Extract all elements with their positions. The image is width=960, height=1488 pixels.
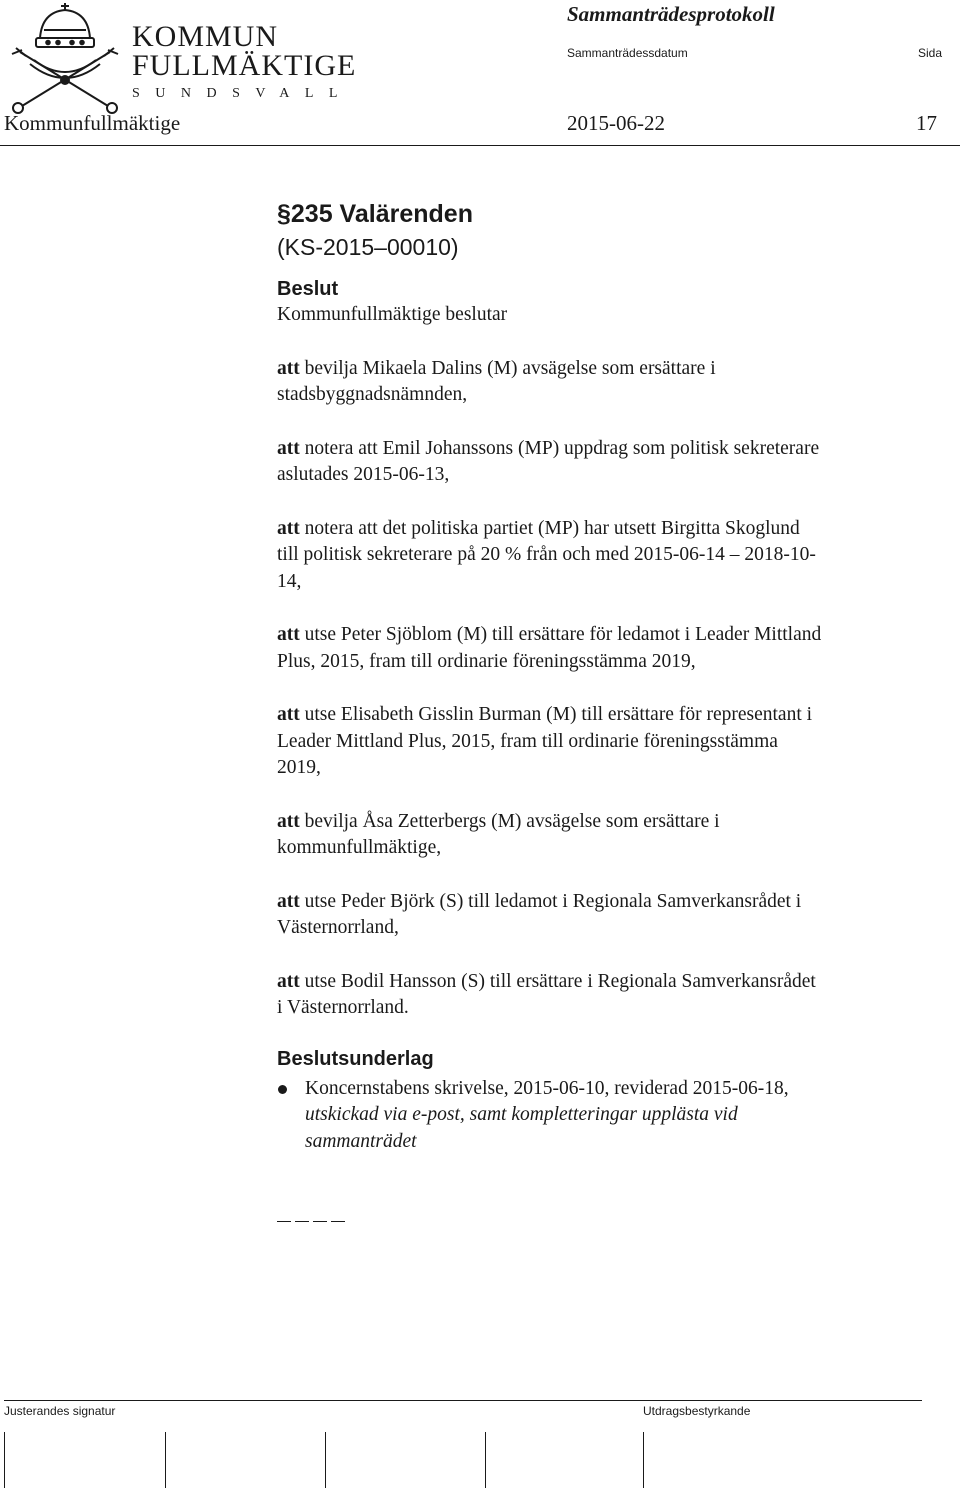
signature-box-divider: [643, 1432, 644, 1488]
beslut-item-text: kommunfullmäktige,: [277, 837, 442, 858]
att-keyword: att: [277, 890, 300, 912]
beslut-item-text: Västernorrland,: [277, 917, 399, 938]
beslut-item-text: utse Peder Björk (S) till ledamot i Regionala Samverkansrådet i: [299, 890, 802, 912]
att-keyword: att: [277, 624, 300, 645]
att-keyword: att: [277, 517, 300, 539]
crown-and-crossed-keys-emblem-icon: [4, 0, 126, 114]
signature-box-divider: [4, 1432, 5, 1488]
dash-mark: [331, 1221, 345, 1222]
signature-box-divider: [485, 1432, 486, 1488]
att-keyword: att: [277, 704, 300, 725]
beslut-item-text: bevilja Mikaela Dalins (M) avsägelse som ersättare i: [299, 357, 716, 379]
beslut-item: [277, 702, 927, 782]
beslut-list: [277, 356, 927, 1022]
beslut-item: [277, 356, 927, 409]
beslut-item: [277, 436, 927, 489]
beslut-item: [277, 809, 927, 862]
underlag-item-note-line1: utskickad via e-post, samt kompletteringar upplästa vid: [305, 1104, 738, 1125]
beslut-item-text: notera att Emil Johanssons (MP) uppdrag som politisk sekreterare: [299, 437, 820, 459]
kommunfullmaktige-logo: [132, 22, 362, 102]
bullet-icon: [278, 1085, 287, 1094]
section-title: §235 Valärenden: [277, 200, 473, 228]
beslut-item-text: i Västernorrland.: [277, 997, 409, 1018]
diarie-number: (KS-2015–00010): [277, 234, 459, 260]
beslutsunderlag-heading: Beslutsunderlag: [277, 1047, 434, 1070]
beslutsunderlag-list: [277, 1076, 927, 1156]
document-body: [277, 198, 927, 1155]
header-page-number: 17: [916, 111, 937, 135]
beslut-item-text: Plus, 2015, fram till ordinarie föreningsstämma 2019,: [277, 650, 696, 672]
beslut-item-text: 14,: [277, 570, 302, 592]
footer-divider: [4, 1400, 922, 1401]
beslut-item-text: utse Peter Sjöblom (M) till ersättare för ledamot i Leader Mittland: [299, 624, 822, 645]
logo-line-kommun: KOMMUN: [132, 20, 279, 53]
att-keyword: att: [277, 970, 300, 992]
beslut-item-text: 2019,: [277, 757, 321, 778]
dash-mark: [277, 1221, 291, 1222]
beslut-item: [277, 969, 927, 1022]
signature-box-divider: [165, 1432, 166, 1488]
header-meeting-date: 2015-06-22: [567, 111, 665, 135]
dash-mark: [295, 1221, 309, 1222]
beslut-lead: Kommunfullmäktige beslutar: [277, 304, 508, 325]
beslut-item-text: Leader Mittland Plus, 2015, fram till ordinarie föreningsstämma: [277, 730, 778, 752]
logo-line-fullmaktige: FULLMÄKTIGE: [132, 49, 357, 82]
protocol-title: Sammanträdesprotokoll: [567, 2, 775, 26]
page-label: Sida: [918, 46, 943, 60]
header-body-name: Kommunfullmäktige: [4, 111, 181, 135]
signature-box-divider: [325, 1432, 326, 1488]
beslut-item-text: stadsbyggnadsnämnden,: [277, 384, 468, 405]
list-item: [277, 1076, 927, 1156]
beslut-item-text: bevilja Åsa Zetterbergs (M) avsägelse som ersättare i: [299, 810, 720, 832]
beslut-item-text: utse Bodil Hansson (S) till ersättare i Regionala Samverkansrådet: [299, 970, 816, 992]
beslut-item-text: aslutades 2015-06-13,: [277, 464, 450, 485]
header-divider: [0, 145, 960, 146]
logo-line-sundsvall: SUNDSVALL: [132, 86, 353, 101]
underlag-item-note-line2: sammanträdet: [305, 1130, 417, 1152]
beslut-item-text: till politisk sekreterare på 20 % från och med 2015-06-14 – 2018-10-: [277, 544, 816, 565]
beslut-item: [277, 622, 927, 675]
end-of-section-dashes: [277, 1221, 345, 1224]
att-keyword: att: [277, 437, 300, 459]
beslut-item: [277, 516, 927, 596]
beslut-item: [277, 889, 927, 942]
att-keyword: att: [277, 357, 300, 379]
beslut-item-text: utse Elisabeth Gisslin Burman (M) till ersättare för representant i: [299, 704, 813, 725]
utdragsbestyrkande-label: Utdragsbestyrkande: [643, 1404, 751, 1418]
att-keyword: att: [277, 810, 300, 832]
meeting-date-label: Sammanträdessdatum: [567, 46, 688, 60]
beslut-item-text: notera att det politiska partiet (MP) har utsett Birgitta Skoglund: [299, 517, 800, 539]
justerandes-signatur-label: Justerandes signatur: [4, 1404, 116, 1418]
underlag-item-text: Koncernstabens skrivelse, 2015-06-10, reviderad 2015-06-18,: [305, 1077, 789, 1099]
beslut-heading: Beslut: [277, 278, 339, 300]
dash-mark: [313, 1221, 327, 1222]
